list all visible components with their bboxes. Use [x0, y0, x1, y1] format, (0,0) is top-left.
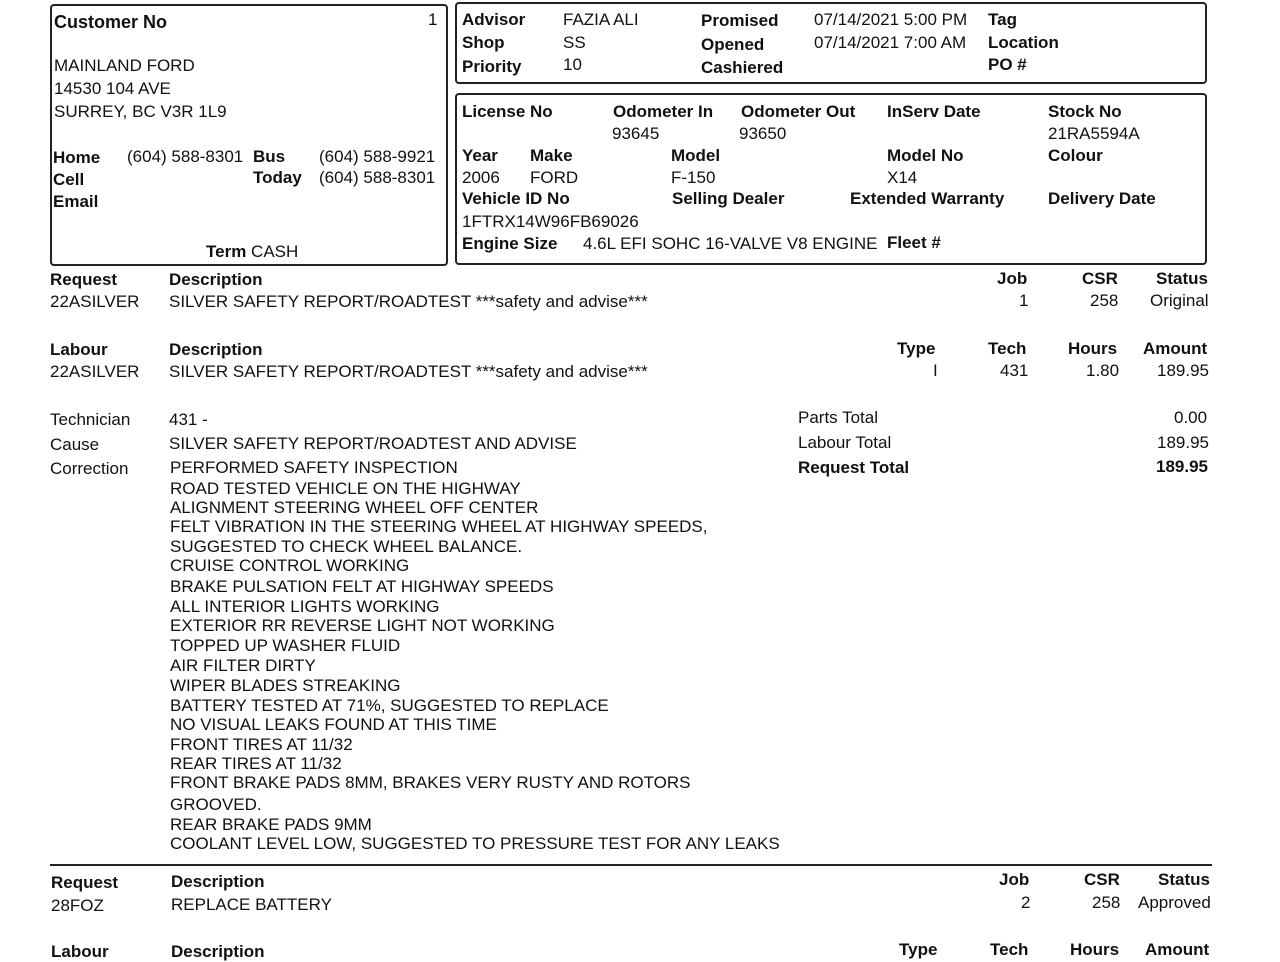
cause-label: Cause	[50, 435, 100, 454]
request2-status: Approved	[1138, 893, 1211, 912]
odometer-out-label: Odometer Out	[741, 102, 856, 121]
selling-dealer-label: Selling Dealer	[672, 189, 785, 208]
request1-header-description: Description	[169, 270, 263, 289]
cause-value: SILVER SAFETY REPORT/ROADTEST AND ADVISE	[169, 434, 577, 453]
priority-value: 10	[563, 55, 582, 74]
labour1-tech: 431	[1000, 361, 1029, 380]
cashiered-label: Cashiered	[701, 58, 784, 77]
term-label: Term	[206, 242, 247, 261]
labour1-type: I	[933, 361, 938, 380]
model-no: X14	[887, 168, 918, 187]
labour2-header-tech: Tech	[990, 940, 1029, 959]
year-label: Year	[462, 146, 498, 165]
fleet-label: Fleet #	[887, 233, 941, 252]
correction-line: EXTERIOR RR REVERSE LIGHT NOT WORKING	[170, 616, 555, 635]
bus-phone-label: Bus	[253, 147, 286, 166]
today-phone: (604) 588-8301	[319, 168, 436, 187]
request1-status: Original	[1150, 291, 1209, 310]
labour1-header-type: Type	[897, 339, 936, 358]
model-no-label: Model No	[887, 146, 964, 165]
extended-warranty-label: Extended Warranty	[850, 189, 1005, 208]
promised-value: 07/14/2021 5:00 PM	[814, 10, 968, 29]
labour1-description: SILVER SAFETY REPORT/ROADTEST ***safety and advise***	[169, 362, 648, 381]
priority-label: Priority	[462, 57, 522, 76]
engine-size: 4.6L EFI SOHC 16-VALVE V8 ENGINE	[583, 234, 878, 253]
request2-header-csr: CSR	[1084, 870, 1120, 889]
payment-term	[206, 242, 298, 262]
correction-line: WIPER BLADES STREAKING	[170, 676, 401, 695]
make-label: Make	[530, 146, 573, 165]
correction-line: BATTERY TESTED AT 71%, SUGGESTED TO REPLACE	[170, 696, 609, 715]
correction-line: SUGGESTED TO CHECK WHEEL BALANCE.	[170, 537, 523, 556]
labour2-header-type: Type	[899, 940, 938, 959]
correction-label: Correction	[50, 459, 129, 478]
tag-label: Tag	[988, 10, 1017, 29]
opened-value: 07/14/2021 7:00 AM	[814, 33, 967, 52]
po-label: PO #	[988, 55, 1027, 74]
request1-header-csr: CSR	[1082, 269, 1118, 288]
labour2-header-labour: Labour	[51, 942, 109, 961]
email-label: Email	[53, 192, 99, 211]
correction-line: AIR FILTER DIRTY	[170, 656, 316, 675]
parts-total: 0.00	[1174, 408, 1208, 427]
license-label: License No	[462, 102, 553, 121]
model-value: F-150	[671, 168, 716, 187]
labour1-header-hours: Hours	[1068, 339, 1118, 358]
odometer-out: 93650	[739, 124, 787, 143]
correction-line: ALL INTERIOR LIGHTS WORKING	[170, 597, 440, 616]
odometer-in-label: Odometer In	[613, 102, 714, 121]
labour1-header-labour: Labour	[50, 340, 108, 359]
labour1-header-amount: Amount	[1143, 339, 1208, 358]
correction-line: NO VISUAL LEAKS FOUND AT THIS TIME	[170, 715, 497, 734]
customer-address1: 14530 104 AVE	[54, 79, 171, 98]
correction-line: FRONT BRAKE PADS 8MM, BRAKES VERY RUSTY AND ROTORS	[170, 773, 691, 792]
location-label: Location	[988, 33, 1059, 52]
stock-no-label: Stock No	[1048, 102, 1122, 121]
year-value: 2006	[462, 168, 500, 187]
vin-label: Vehicle ID No	[462, 189, 570, 208]
correction-line: GROOVED.	[170, 795, 262, 814]
stock-no: 21RA5594A	[1048, 124, 1140, 143]
correction-line: REAR BRAKE PADS 9MM	[170, 815, 372, 834]
request-total-label: Request Total	[798, 458, 910, 477]
promised-label: Promised	[701, 11, 779, 30]
correction-line: CRUISE CONTROL WORKING	[170, 556, 410, 575]
shop-label: Shop	[462, 33, 505, 52]
request2-description: REPLACE BATTERY	[171, 895, 332, 914]
labour2-header-description: Description	[171, 942, 265, 961]
correction-line: BRAKE PULSATION FELT AT HIGHWAY SPEEDS	[170, 577, 554, 596]
request2-header-status: Status	[1158, 870, 1210, 889]
labour1-hours: 1.80	[1086, 361, 1120, 380]
request1-description: SILVER SAFETY REPORT/ROADTEST ***safety and advise***	[169, 292, 648, 311]
delivery-date-label: Delivery Date	[1048, 189, 1156, 208]
customer-name: MAINLAND FORD	[54, 56, 195, 75]
labour1-header-tech: Tech	[988, 339, 1027, 358]
customer-address2: SURREY, BC V3R 1L9	[54, 102, 227, 121]
home-phone: (604) 588-8301	[127, 147, 244, 166]
request2-job: 2	[1021, 893, 1031, 912]
correction-line: ROAD TESTED VEHICLE ON THE HIGHWAY	[170, 479, 521, 498]
customer-no-label: Customer No	[54, 12, 168, 32]
labour1-amount: 189.95	[1157, 361, 1209, 380]
today-phone-label: Today	[253, 168, 302, 187]
request1-code: 22ASILVER	[50, 292, 140, 311]
inserv-date-label: InServ Date	[887, 102, 981, 121]
request1-header-job: Job	[997, 269, 1028, 288]
opened-label: Opened	[701, 35, 765, 54]
odometer-in: 93645	[612, 124, 660, 143]
correction-line: ALIGNMENT STEERING WHEEL OFF CENTER	[170, 498, 539, 517]
advisor-value: FAZIA ALI	[563, 10, 639, 29]
colour-label: Colour	[1048, 146, 1103, 165]
shop-value: SS	[563, 33, 586, 52]
correction-line: TOPPED UP WASHER FLUID	[170, 636, 401, 655]
home-phone-label: Home	[53, 148, 101, 167]
advisor-label: Advisor	[462, 10, 526, 29]
labour2-header-amount: Amount	[1145, 940, 1210, 959]
cell-phone-label: Cell	[53, 170, 85, 189]
engine-size-label: Engine Size	[462, 234, 558, 253]
labour-total: 189.95	[1157, 433, 1209, 452]
request-total: 189.95	[1156, 457, 1208, 476]
labour1-header-description: Description	[169, 340, 263, 359]
request1-job: 1	[1019, 291, 1029, 310]
model-label: Model	[671, 146, 721, 165]
request1-csr: 258	[1090, 291, 1119, 310]
vin-value: 1FTRX14W96FB69026	[462, 212, 639, 231]
correction-line: COOLANT LEVEL LOW, SUGGESTED TO PRESSURE TEST FOR ANY LEAKS	[170, 834, 780, 853]
request2-header-description: Description	[171, 872, 265, 891]
request1-header-request: Request	[50, 270, 118, 289]
correction-line: PERFORMED SAFETY INSPECTION	[170, 458, 458, 477]
request2-csr: 258	[1092, 893, 1121, 912]
technician-label: Technician	[50, 410, 131, 429]
correction-line: FELT VIBRATION IN THE STEERING WHEEL AT HIGHWAY SPEEDS,	[170, 517, 708, 536]
section-divider	[50, 864, 1212, 866]
term-value: CASH	[251, 242, 299, 261]
bus-phone: (604) 588-9921	[319, 147, 436, 166]
parts-total-label: Parts Total	[798, 408, 879, 427]
customer-no: 1	[428, 10, 438, 29]
correction-line: FRONT TIRES AT 11/32	[170, 735, 353, 754]
request1-header-status: Status	[1156, 269, 1208, 288]
technician-value: 431 -	[169, 410, 208, 429]
correction-line: REAR TIRES AT 11/32	[170, 754, 342, 773]
labour1-code: 22ASILVER	[50, 362, 140, 381]
request2-header-job: Job	[999, 870, 1030, 889]
labour-total-label: Labour Total	[798, 433, 892, 452]
make-value: FORD	[530, 168, 579, 187]
request2-code: 28FOZ	[51, 896, 104, 915]
labour2-header-hours: Hours	[1070, 940, 1120, 959]
request2-header-request: Request	[51, 873, 119, 892]
customer-box	[50, 4, 448, 266]
